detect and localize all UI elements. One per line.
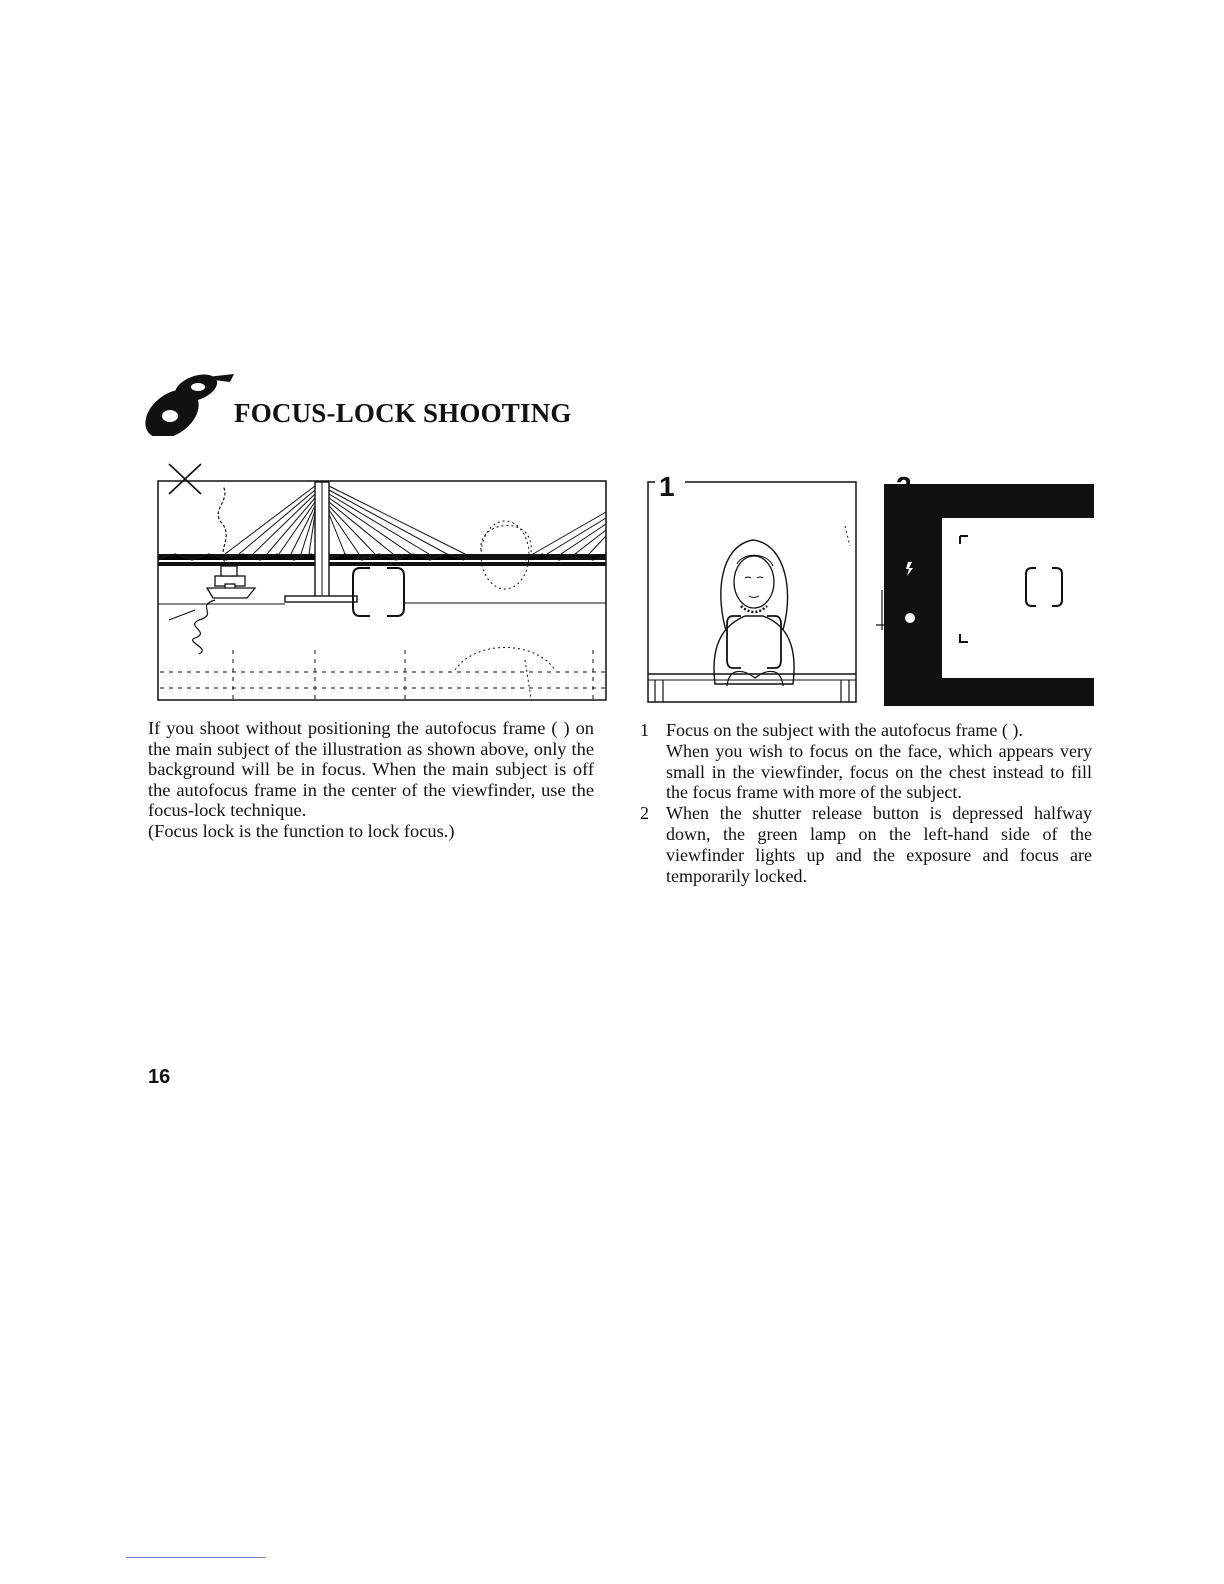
footer-rule bbox=[126, 1557, 266, 1558]
section-number: 8 bbox=[168, 428, 169, 429]
steps-list bbox=[640, 720, 1092, 886]
bridge-illustration bbox=[155, 460, 610, 710]
figure-2-viewfinder bbox=[876, 470, 1098, 715]
step-1-line-2: When you wish to focus on the face, which appears very small in the viewfinder, focus on the chest instead to fill the focus frame with more of the subject. bbox=[666, 740, 1092, 803]
section-number-logo bbox=[138, 372, 238, 441]
step-2-line-1: When the shutter release button is depressed halfway down, the green lamp on the left-hand side of the viewfinder lights up and the exposure and focus are temporarily locked. bbox=[666, 803, 1092, 886]
step-number: 2 bbox=[640, 803, 649, 824]
step-2 bbox=[640, 803, 1092, 886]
green-lamp-icon bbox=[905, 613, 915, 623]
left-paragraph-note: (Focus lock is the function to lock focus.) bbox=[148, 820, 455, 841]
step-1-line-1: Focus on the subject with the autofocus frame ( ). bbox=[666, 720, 1023, 740]
page-number: 16 bbox=[148, 1066, 171, 1088]
step-number: 1 bbox=[640, 720, 649, 740]
figure-2-label: 2 bbox=[896, 471, 912, 502]
section-title: FOCUS-LOCK SHOOTING bbox=[234, 398, 572, 428]
step-1 bbox=[640, 720, 1092, 803]
left-description bbox=[148, 718, 594, 842]
left-paragraph-main: If you shoot without positioning the autofocus frame ( ) on the main subject of the illustration as shown above, only the background will be in focus. When the main subject is off the autofocus frame in the center of the viewfinder, use the focus-lock technique. bbox=[148, 718, 594, 821]
figure-1 bbox=[645, 466, 861, 711]
figure-1-label: 1 bbox=[659, 471, 675, 502]
